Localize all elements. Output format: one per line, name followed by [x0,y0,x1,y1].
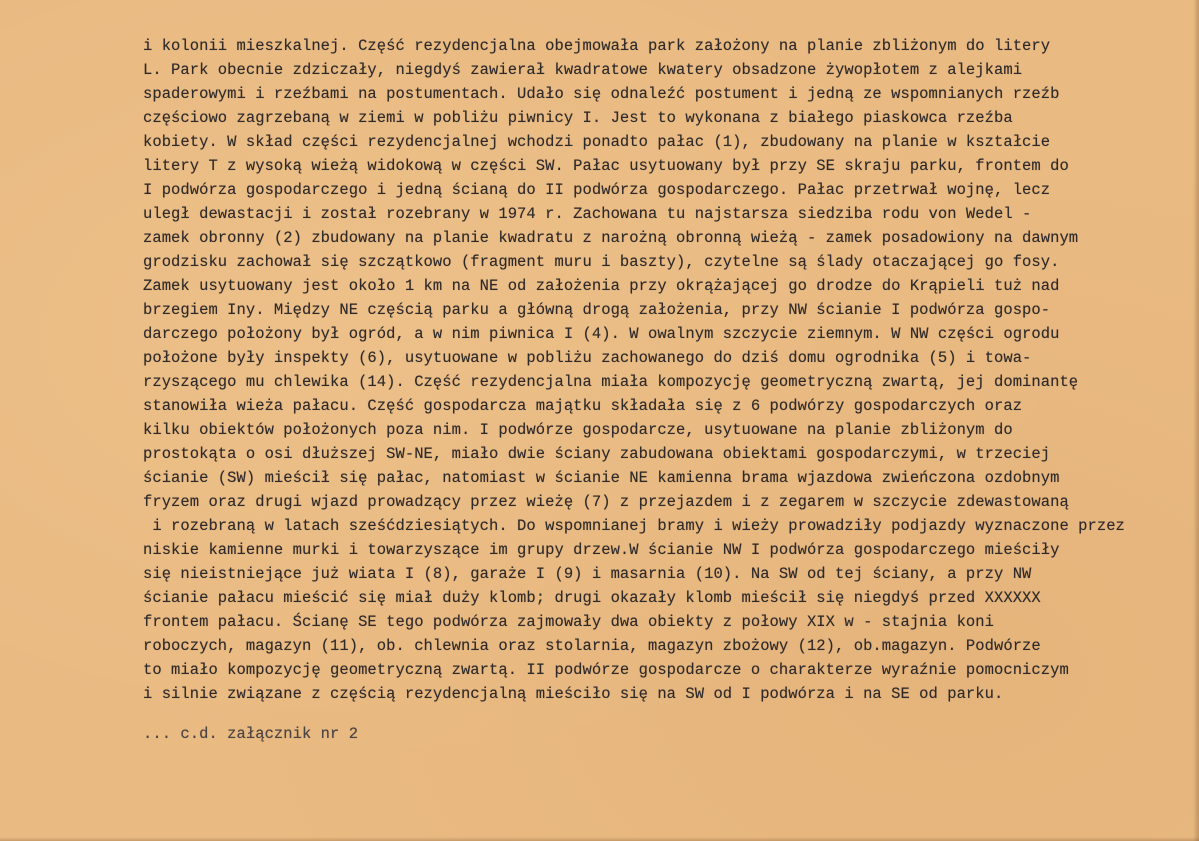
text-line: i kolonii mieszkalnej. Część rezydencjalna obejmowała park założony na planie zbliżonym do litery [143,37,1051,55]
text-line: I podwórza gospodarczego i jedną ścianą do II podwórza gospodarczego. Pałac przetrwał wojnę, lecz [143,181,1051,199]
text-line: kobiety. W skład części rezydencjalnej wchodzi ponadto pałac (1), zbudowany na planie w kształcie [143,133,1051,151]
text-line: częściowo zagrzebaną w ziemi w pobliżu piwnicy I. Jest to wykonana z białego piaskowca rzeźba [143,109,1013,127]
text-line: się nieistniejące już wiata I (8), garaże I (9) i masarnia (10). Na SW od tej ściany, a przy NW [143,565,1032,583]
continuation-note: ... c.d. załącznik nr 2 [143,725,359,743]
text-line: litery T z wysoką wieżą widokową w części SW. Pałac usytuowany był przy SE skraju parku, frontem do [143,157,1069,175]
text-line: zamek obronny (2) zbudowany na planie kwadratu z narożną obronną wieżą - zamek posadowiony na dawnym [143,229,1079,247]
text-line: i silnie związane z częścią rezydencjalną mieściło się na SW od I podwórza i na SE od parku. [143,685,1004,703]
text-line: ścianie pałacu mieścić się miał duży klomb; drugi okazały klomb mieścił się niegdyś przed XXXXXX [143,589,1041,607]
text-line: rzyszącego mu chlewika (14). Część rezydencjalna miała kompozycję geometryczną zwartą, jej dominantę [143,373,1079,391]
text-line: stanowiła wieża pałacu. Część gospodarcza majątku składała się z 6 podwórzy gospodarczych oraz [143,397,1023,415]
text-line: frontem pałacu. Ścianę SE tego podwórza zajmowały dwa obiekty z połowy XIX w - stajnia koni [143,613,994,631]
text-line: darczego położony był ogród, a w nim piwnica I (4). W owalnym szczycie ziemnym. W NW części ogrodu [143,325,1060,343]
text-line: fryzem oraz drugi wjazd prowadzący przez wieżę (7) z przejazdem i z zegarem w szczycie zdewastowaną [143,493,1069,511]
text-line: L. Park obecnie zdziczały, niegdyś zawierał kwadratowe kwatery obsadzone żywopłotem z alejkami [143,61,1023,79]
text-line: roboczych, magazyn (11), ob. chlewnia oraz stolarnia, magazyn zbożowy (12), ob.magazyn. Podwórze [143,637,1041,655]
text-line: położone były inspekty (6), usytuowane w pobliżu zachowanego do dziś domu ogrodnika (5) i towa- [143,349,1032,367]
text-line: uległ dewastacji i został rozebrany w 1974 r. Zachowana tu najstarsza siedziba rodu von Wedel - [143,205,1032,223]
text-line: niskie kamienne murki i towarzyszące im grupy drzew.W ścianie NW I podwórza gospodarczego mieściły [143,541,1060,559]
text-line: kilku obiektów położonych poza nim. I podwórze gospodarcze, usytuowane na planie zbliżonym do [143,421,1013,439]
text-line: spaderowymi i rzeźbami na postumentach. Udało się odnaleźć postument i jedną ze wspomnianych rzeźb [143,85,1060,103]
text-line: i rozebraną w latach sześćdziesiątych. Do wspomnianej bramy i wieży prowadziły podjazdy wyznaczone przez [143,517,1125,535]
text-line: Zamek usytuowany jest około 1 km na NE od założenia przy okrążającej go drodze do Krąpieli tuż nad [143,277,1060,295]
text-line: prostokąta o osi dłuższej SW-NE, miało dwie ściany zabudowana obiektami gospodarczymi, w trzeciej [143,445,1051,463]
text-line: ścianie (SW) mieścił się pałac, natomiast w ścianie NE kamienna brama wjazdowa zwieńczona ozdobnym [143,469,1060,487]
text-line: brzegiem Iny. Między NE częścią parku a główną drogą założenia, przy NW ścianie I podwórza gospo- [143,301,1051,319]
text-line: to miało kompozycję geometryczną zwartą. II podwórze gospodarcze o charakterze wyraźnie pomocniczym [143,661,1069,679]
text-line: grodzisku zachował się szczątkowo (fragment muru i baszty), czytelne są ślady otaczającej go fosy. [143,253,1060,271]
